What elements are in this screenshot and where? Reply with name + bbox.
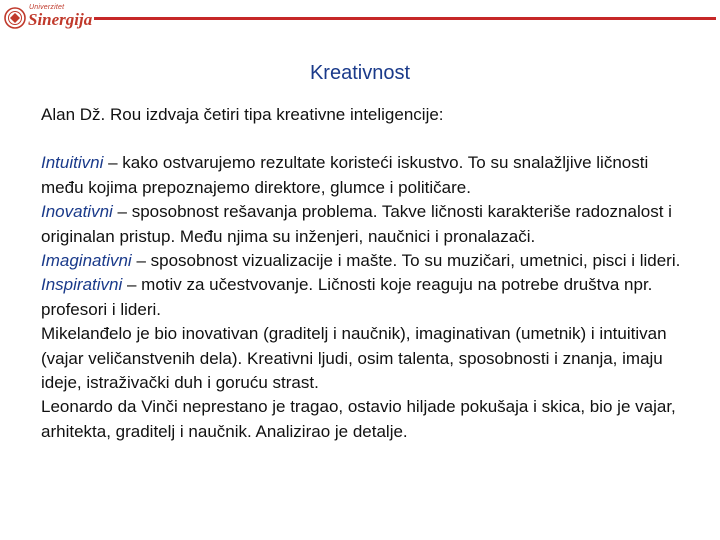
- logo-caption: Univerzitet: [29, 4, 65, 11]
- type-term: Intuitivni: [41, 153, 104, 173]
- type-description: – motiv za učestvovanje. Ličnosti koje reaguju na potrebe društva npr. profesori i lideri.: [41, 275, 653, 319]
- type-term: Imaginativni: [41, 251, 132, 271]
- type-term: Inovativni: [41, 202, 113, 222]
- type-description: – kako ostvarujemo rezultate koristeći iskustvo. To su snalažljive ličnosti među kojima prepoznajemo direktore, glumce i političare.: [41, 153, 649, 197]
- closing-paragraph-michelangelo: Mikelanđelo je bio inovativan (graditelj i naučnik), imaginativan (umetnik) i intuitivan (vajar veličanstvenih dela). Kreativni ljudi, osim talenta, sposobnosti i znanja, imaju ideje, istraživački duh i goruću strast.: [41, 324, 667, 393]
- logo-wordmark: Sinergija: [28, 10, 93, 29]
- type-term: Inspirativni: [41, 275, 123, 295]
- university-logo: [4, 4, 93, 30]
- type-paragraph-innovative: [41, 200, 691, 249]
- type-paragraph-inspirative: [41, 273, 691, 322]
- type-paragraph-imaginative: [41, 249, 691, 273]
- type-description: – sposobnost vizualizacije i mašte. To su muzičari, umetnici, pisci i lideri.: [131, 251, 681, 271]
- type-paragraph-intuitive: [41, 151, 691, 200]
- slide-header: [0, 0, 720, 34]
- type-description: – sposobnost rešavanja problema. Takve ličnosti karakteriše radoznalost i originalan pristup. Među njima su inženjeri, naučnici i pronalazači.: [41, 202, 672, 246]
- header-divider: [94, 17, 716, 20]
- university-seal-icon: [4, 7, 26, 29]
- slide-title: Kreativnost: [309, 62, 411, 84]
- intro-text: Alan Dž. Rou izdvaja četiri tipa kreativne inteligencije:: [41, 105, 444, 124]
- slide-body: [41, 103, 691, 444]
- closing-paragraph-leonardo: Leonardo da Vinči neprestano je tragao, ostavio hiljade pokušaja i skica, bio je vajar, arhitekta, graditelj i naučnik. Analizirao je detalje.: [41, 397, 676, 441]
